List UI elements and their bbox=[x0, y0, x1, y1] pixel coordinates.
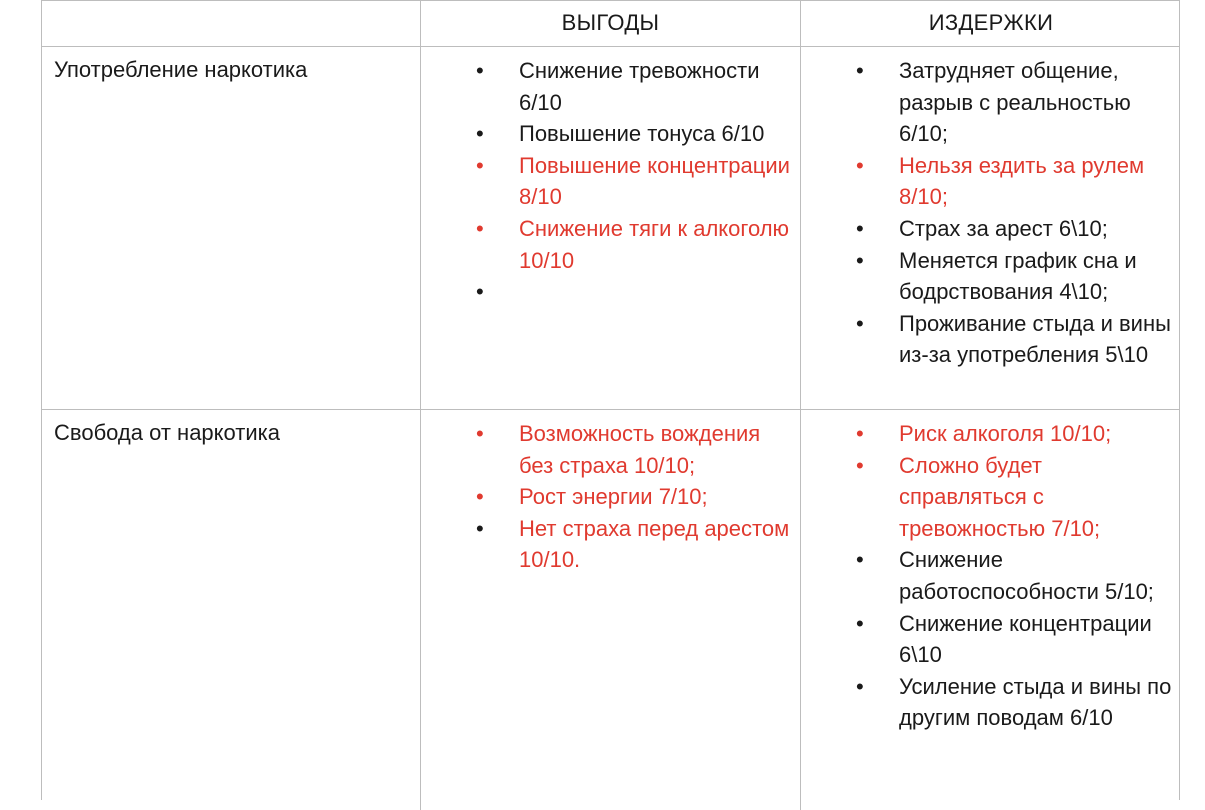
bullet-icon: • bbox=[856, 310, 864, 336]
list-item bbox=[801, 544, 1181, 607]
costs-cell bbox=[801, 47, 1181, 409]
list-item-text: Страх за арест 6\10; bbox=[899, 215, 1108, 241]
bullet-icon: • bbox=[476, 121, 484, 147]
list-item bbox=[801, 213, 1181, 245]
bullet-icon: • bbox=[476, 484, 484, 510]
bullet-icon: • bbox=[856, 215, 864, 241]
list-item-text: Меняется график сна и бодрствования 4\10; bbox=[899, 247, 1137, 305]
benefits-cell bbox=[421, 47, 801, 409]
list-item bbox=[421, 481, 800, 513]
benefits-cell bbox=[421, 410, 801, 810]
list-item-text: Снижение работоспособности 5/10; bbox=[899, 547, 1154, 604]
bullet-icon: • bbox=[476, 215, 484, 241]
list-item bbox=[801, 55, 1181, 150]
list-item-text: Нельзя ездить за рулем 8/10; bbox=[899, 152, 1145, 210]
list-item-text: Проживание стыда и вины из-за употребления 5\10 bbox=[899, 310, 1171, 368]
bullet-icon: • bbox=[856, 547, 864, 573]
list-item-text: Снижение тяги к алкоголю 10/10 bbox=[519, 215, 790, 273]
list-item bbox=[801, 418, 1181, 450]
bullet-icon: • bbox=[856, 247, 864, 273]
header-cell-benefits bbox=[421, 0, 801, 46]
row-label: Свобода от наркотика bbox=[54, 420, 280, 445]
header-cell-costs bbox=[801, 0, 1181, 46]
row-label: Употребление наркотика bbox=[54, 57, 308, 82]
list-item bbox=[801, 608, 1181, 671]
bullet-icon: • bbox=[476, 152, 484, 178]
list-item-text: Нет страха перед арестом 10/10. bbox=[519, 515, 790, 573]
costs-list bbox=[801, 55, 1181, 371]
list-item-text: Повышение тонуса 6/10 bbox=[519, 121, 765, 147]
list-item bbox=[421, 418, 800, 481]
bullet-icon: • bbox=[856, 610, 864, 636]
row-label-cell bbox=[42, 410, 421, 810]
list-item-text: Затрудняет общение, разрыв с реальностью 6/10; bbox=[899, 58, 1131, 147]
header-benefits-label: ВЫГОДЫ bbox=[561, 10, 660, 35]
list-item-text: Рост энергии 7/10; bbox=[519, 484, 708, 510]
list-item bbox=[801, 150, 1181, 213]
bullet-icon: • bbox=[476, 515, 484, 541]
list-item bbox=[421, 150, 800, 213]
bullet-icon: • bbox=[476, 279, 484, 305]
list-item bbox=[421, 55, 800, 118]
table-header-row bbox=[42, 0, 1179, 47]
bullet-icon: • bbox=[856, 58, 864, 83]
benefits-list bbox=[421, 418, 800, 576]
bullet-icon: • bbox=[856, 673, 864, 699]
decisional-balance-table bbox=[41, 0, 1180, 800]
header-costs-label: ИЗДЕРЖКИ bbox=[928, 10, 1054, 35]
list-item-text: Снижение тревожности 6/10 bbox=[519, 58, 760, 115]
list-item bbox=[801, 671, 1181, 734]
costs-list bbox=[801, 418, 1181, 734]
list-item bbox=[421, 513, 800, 576]
list-item-text: Снижение концентрации 6\10 bbox=[899, 610, 1152, 668]
list-item bbox=[421, 213, 800, 276]
list-item-text: Повышение концентрации 8/10 bbox=[519, 152, 790, 210]
bullet-icon: • bbox=[856, 452, 864, 478]
costs-cell bbox=[801, 410, 1181, 810]
list-item bbox=[801, 245, 1181, 308]
bullet-icon: • bbox=[856, 421, 864, 446]
list-item bbox=[421, 276, 800, 308]
list-item bbox=[801, 450, 1181, 545]
list-item bbox=[421, 118, 800, 150]
table-row bbox=[42, 410, 1179, 810]
bullet-icon: • bbox=[476, 421, 484, 446]
benefits-list bbox=[421, 55, 800, 308]
list-item bbox=[801, 308, 1181, 371]
bullet-icon: • bbox=[856, 152, 864, 178]
bullet-icon: • bbox=[476, 58, 484, 83]
list-item-text: Усиление стыда и вины по другим поводам 6/10 bbox=[899, 673, 1172, 731]
row-label-cell bbox=[42, 47, 421, 409]
list-item-text: Возможность вождения без страха 10/10; bbox=[519, 421, 761, 478]
list-item-text: Сложно будет справляться с тревожностью 7/10; bbox=[899, 452, 1101, 541]
list-item-text: Риск алкоголя 10/10; bbox=[899, 421, 1112, 446]
table-row bbox=[42, 47, 1179, 410]
header-cell-empty bbox=[42, 0, 421, 46]
